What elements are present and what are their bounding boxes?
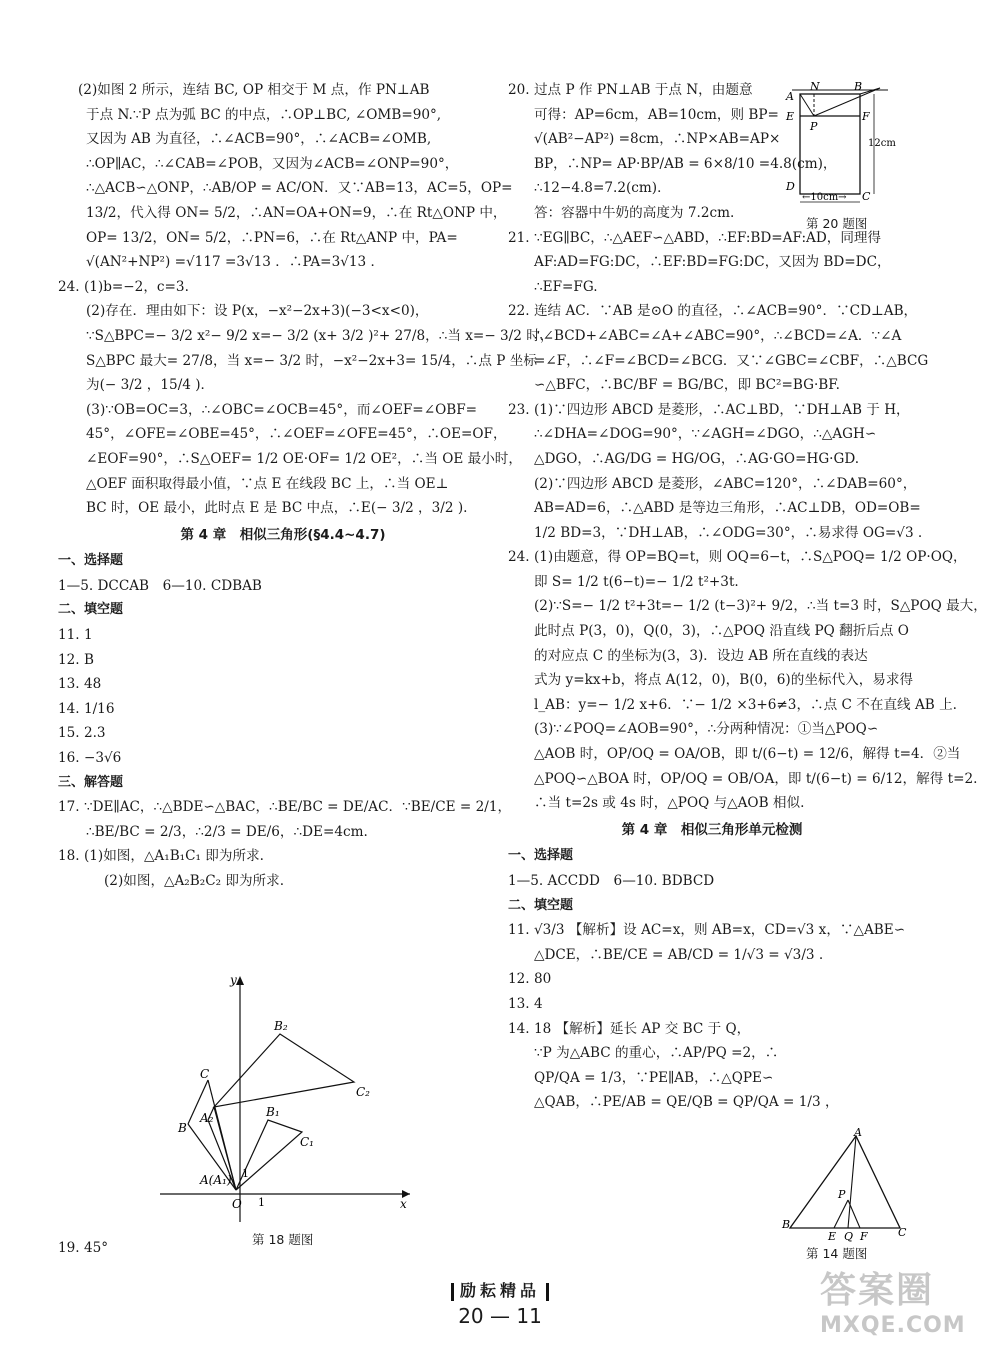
text-line: 13. 4 — [508, 995, 543, 1012]
text-line: AB=AD=6，∴△ABD 是等边三角形，∴AC⊥DB，OD=OB= — [534, 500, 921, 517]
text-line: l_AB：y=− 1/2 x+6．∵− 1/2 ×3+6≠3，∴点 C 不在直线 AB 上. — [534, 696, 958, 713]
section-heading: 二、填空题 — [58, 602, 124, 618]
choice-answers: 1—5. DCCAB 6—10. CDBAB — [58, 577, 262, 594]
text-line: ∴当 t=2s 或 4s 时，△POQ 与△AOB 相似. — [534, 795, 805, 812]
fig20-label: P — [810, 120, 818, 133]
page-number: 20 — 11 — [458, 1304, 542, 1328]
figure-14-drawing — [782, 1124, 908, 1242]
fig18-label: B₂ — [274, 1019, 288, 1033]
figure-20-caption: 第 20 题图 — [806, 216, 868, 231]
section-heading: 一、选择题 — [508, 848, 574, 864]
watermark-text: 答案圈 — [820, 1270, 935, 1311]
watermark-logo — [820, 1262, 995, 1362]
text-line: ∽△BFC，∴BC/BF = BG/BC，即 BC²=BG·BF. — [534, 377, 840, 394]
text-line: 14. 18 【解析】延长 AP 交 BC 于 Q， — [508, 1020, 751, 1037]
fig20-label: F — [862, 110, 870, 123]
text-line: 45°，∠OFE=∠OBE=45°，∴∠OEF=∠OFE=45°，∴OE=OF， — [86, 426, 507, 443]
fig20-label: E — [786, 110, 795, 123]
fig18-label: C₁ — [300, 1135, 314, 1149]
text-line: 12. 80 — [508, 971, 552, 988]
fig18-label: A(A₁) — [200, 1173, 232, 1187]
fig20-label: D — [786, 180, 795, 193]
fig20-label: ←10cm→ — [802, 192, 847, 203]
chapter-heading: 第 4 章 相似三角形(§4.4~4.7) — [180, 526, 386, 543]
fill-answer: 11. 1 — [58, 627, 93, 644]
fill-answer: 15. 2.3 — [58, 725, 106, 742]
text-line: 答：容器中牛奶的高度为 7.2cm. — [534, 204, 735, 221]
text-line: (2)∵S=− 1/2 t²+3t=− 1/2 (t−3)²+ 9/2，∴当 t=3 时，S△POQ 最大， — [534, 598, 987, 615]
text-line: OP= 13/2，ON= 5/2，∴PN=6，∴在 Rt△ANP 中，PA= — [86, 229, 458, 246]
fig18-label: O — [232, 1197, 242, 1211]
text-line: ∴12−4.8=7.2(cm)． — [534, 180, 671, 197]
brand-bar-right — [546, 1283, 549, 1301]
fig18-label: x — [400, 1197, 407, 1211]
text-line: ∴OP∥AC，∴∠CAB=∠POB，又因为∠ACB=∠ONP=90°， — [86, 155, 459, 172]
fig18-label: B₁ — [266, 1105, 280, 1119]
fig14-label: E — [828, 1230, 837, 1243]
fig20-label: N — [810, 80, 820, 93]
text-line: BP，∴NP= AP·BP/AB = 6×8/10 =4.8(cm)， — [534, 155, 837, 172]
text-line: ∵P 为△ABC 的重心，∴AP/PQ =2，∴ — [534, 1045, 779, 1062]
text-line: 22. 连结 AC．∵AB 是⊙O 的直径，∴∠ACB=90°．∵CD⊥AB， — [508, 303, 918, 320]
text-line: 24. (1)b=−2，c=3. — [58, 278, 189, 295]
answer-19: 19. 45° — [58, 1240, 109, 1256]
fig18-label: C — [200, 1067, 210, 1081]
left-column — [58, 78, 554, 894]
text-line: △DCE，∴BE/CE = AB/CD = 1/√3 = √3/3 . — [534, 946, 824, 963]
text-line: (2)∵四边形 ABCD 是菱形，∠ABC=120°，∴∠DAB=60°， — [534, 475, 917, 492]
text-line: 20. 过点 P 作 PN⊥AB 于点 N，由题意 — [508, 82, 753, 98]
text-line: 11. √3/3 【解析】设 AC=x，则 AB=x，CD=√3 x，∵△ABE∽ — [508, 922, 906, 939]
text-line: √(AB²−AP²) =8cm，∴NP×AB=AP× — [534, 131, 781, 148]
text-line: ∵S△BPC=− 3/2 x²− 9/2 x=− 3/2 (x+ 3/2 )²+ 27/8，∴当 x=− 3/2 时， — [86, 327, 554, 344]
text-line: (2)存在．理由如下：设 P(x，−x²−2x+3)(−3<x<0)， — [86, 303, 429, 320]
fig14-label: B — [782, 1218, 791, 1231]
brand-text: 励耘精品 — [459, 1281, 540, 1300]
fig20-label: A — [786, 90, 794, 103]
fig14-label: F — [860, 1230, 868, 1243]
text-line: 可得：AP=6cm，AB=10cm，则 BP= — [534, 106, 779, 123]
fig14-label: Q — [844, 1230, 854, 1243]
text-line: 即 S= 1/2 t(6−t)=− 1/2 t²+3t. — [534, 573, 739, 590]
fig20-label: C — [862, 190, 871, 203]
text-line: 式为 y=kx+b，将点 A(12，0)，B(0，6)的坐标代入，易求得 — [534, 672, 914, 689]
text-line: (3)∵OB=OC=3，∴∠OBC=∠OCB=45°，而∠OEF=∠OBF= — [86, 401, 478, 418]
text-line: 又因为 AB 为直径，∴∠ACB=90°，∴∠ACB=∠OMB, — [86, 131, 432, 148]
fill-answer: 16. −3√6 — [58, 750, 122, 767]
text-line: 此时点 P(3，0)，Q(0，3)，∴△POQ 沿直线 PQ 翻折后点 O — [534, 623, 909, 640]
text-line: ∴BE/BC = 2/3，∴2/3 = DE/6，∴DE=4cm. — [86, 823, 368, 840]
text-line: BC 时，OE 最小，此时点 E 是 BC 中点，∴E(− 3/2 ，3/2 ). — [86, 500, 468, 517]
fig18-label: y — [230, 973, 237, 987]
text-line: 21. ∵EG∥BC，∴△AEF∽△ABD，∴EF:BD=AF:AD，同理得 — [508, 229, 882, 246]
fig20-label: 12cm — [868, 138, 896, 149]
right-column — [508, 78, 987, 1115]
fig18-label: A₂ — [200, 1111, 214, 1125]
fig14-label: A — [854, 1126, 862, 1139]
text-line: 23. (1)∵四边形 ABCD 是菱形，∴AC⊥BD，∵DH⊥AB 于 H， — [508, 401, 910, 418]
fig14-label: P — [838, 1188, 846, 1201]
figure-20 — [784, 80, 904, 210]
brand-bar-left — [451, 1283, 454, 1301]
text-line: ∴△ACB∽△ONP，∴AB/OP = AC/ON．又∵AB=13，AC=5，OP= — [86, 180, 513, 197]
text-line: (2)如图，△A₂B₂C₂ 即为所求. — [104, 873, 285, 889]
text-line: 于点 N.∵P 点为弧 BC 的中点，∴OP⊥BC, ∠OMB=90°, — [86, 106, 442, 123]
text-line: △POQ∽△BOA 时，OP/OQ = OB/OA，即 t/(6−t) = 6/12，解得 t=2. — [534, 770, 978, 787]
text-line: 13/2，代入得 ON= 5/2，∴AN=OA+ON=9，∴在 Rt△ONP 中， — [86, 204, 507, 221]
figure-18 — [160, 972, 420, 1230]
watermark-url: MXQE.COM — [820, 1313, 966, 1338]
text-line: 24. (1)由题意，得 OP=BQ=t，则 OQ=6−t，∴S△POQ= 1/2 OP·OQ， — [508, 549, 967, 566]
text-line: AF:AD=FG:DC，∴EF:BD=FG:DC，又因为 BD=DC， — [534, 254, 891, 271]
section-heading: 三、解答题 — [58, 774, 124, 790]
figure-20-drawing — [784, 80, 904, 210]
fig18-label: C₂ — [356, 1085, 370, 1099]
text-line: (3)∵∠POQ=∠AOB=90°，∴分两种情况：①当△POQ∽ — [534, 721, 879, 738]
section-heading: 一、选择题 — [58, 553, 124, 569]
text-line: 18. (1)如图，△A₁B₁C₁ 即为所求. — [58, 848, 265, 865]
text-line: (2)如图 2 所示，连结 BC, OP 相交于 M 点，作 PN⊥AB — [78, 82, 430, 98]
fig18-label: B — [178, 1121, 187, 1135]
fill-answer: 12. B — [58, 651, 94, 668]
text-line: 的对应点 C 的坐标为(3，3)．设边 AB 所在直线的表达 — [534, 647, 868, 664]
fig20-label: B — [854, 80, 863, 93]
text-line: △QAB，∴PE/AB = QE/QB = QP/QA = 1/3 ， — [534, 1094, 839, 1111]
text-line: 为(− 3/2 ，15/4 )． — [86, 377, 215, 394]
text-line: 17. ∵DE∥AC，∴△BDE∽△BAC，∴BE/BC = DE/AC．∵BE/CE = 2/1， — [58, 799, 512, 816]
text-line: ∴EF=FG. — [534, 278, 598, 295]
text-line: △AOB 时，OP/OQ = OA/OB，即 t/(6−t) = 12/6，解得 t=4．②当 — [534, 746, 961, 763]
footer-brand — [420, 1278, 580, 1304]
fill-answer: 14. 1/16 — [58, 700, 115, 717]
section-heading: 二、填空题 — [508, 897, 574, 913]
text-line: △OEF 面积取得最小值，∵点 E 在线段 BC 上，∴当 OE⊥ — [86, 475, 449, 492]
choice-answers: 1—5. ACCDD 6—10. BDBCD — [508, 873, 715, 889]
chapter-heading: 第 4 章 相似三角形单元检测 — [621, 821, 803, 838]
fill-answer: 13. 48 — [58, 676, 102, 693]
text-line: ∴∠BCD+∠ABC=∠A+∠ABC=90°，∴∠BCD=∠A．∵∠A — [534, 327, 902, 344]
text-line: ∠EOF=90°，∴S△OEF= 1/2 OE·OF= 1/2 OE²，∴当 OE 最小时， — [86, 450, 522, 467]
text-line: QP/QA = 1/3，∵PE∥AB，∴△QPE∽ — [534, 1069, 774, 1086]
fig14-label: C — [898, 1226, 907, 1239]
text-line: 1/2 BD=3，∵DH⊥AB，∴∠ODG=30°，∴易求得 OG=√3 . — [534, 524, 923, 541]
figure-18-caption: 第 18 题图 — [252, 1232, 314, 1247]
text-line: √(AN²+NP²) =√117 =3√13 ．∴PA=3√13 ． — [86, 254, 385, 271]
text-line: △DGO，∴AG/DG = HG/OG，∴AG·GO=HG·GD. — [534, 450, 860, 467]
fig18-label: 1 — [258, 1196, 265, 1209]
figure-18-drawing — [160, 972, 420, 1230]
text-line: S△BPC 最大= 27/8，当 x=− 3/2 时，−x²−2x+3= 15/4，∴点 P 坐标 — [86, 352, 537, 369]
figure-14-caption: 第 14 题图 — [806, 1246, 868, 1261]
text-line: =∠F，∴∠F=∠BCD=∠BCG．又∵∠GBC=∠CBF，∴△BCG — [534, 352, 929, 369]
fig18-label: 1 — [242, 1167, 249, 1180]
text-line: ∴∠DHA=∠DOG=90°，∵∠AGH=∠DGO，∴△AGH∽ — [534, 426, 877, 443]
figure-14 — [782, 1124, 908, 1242]
